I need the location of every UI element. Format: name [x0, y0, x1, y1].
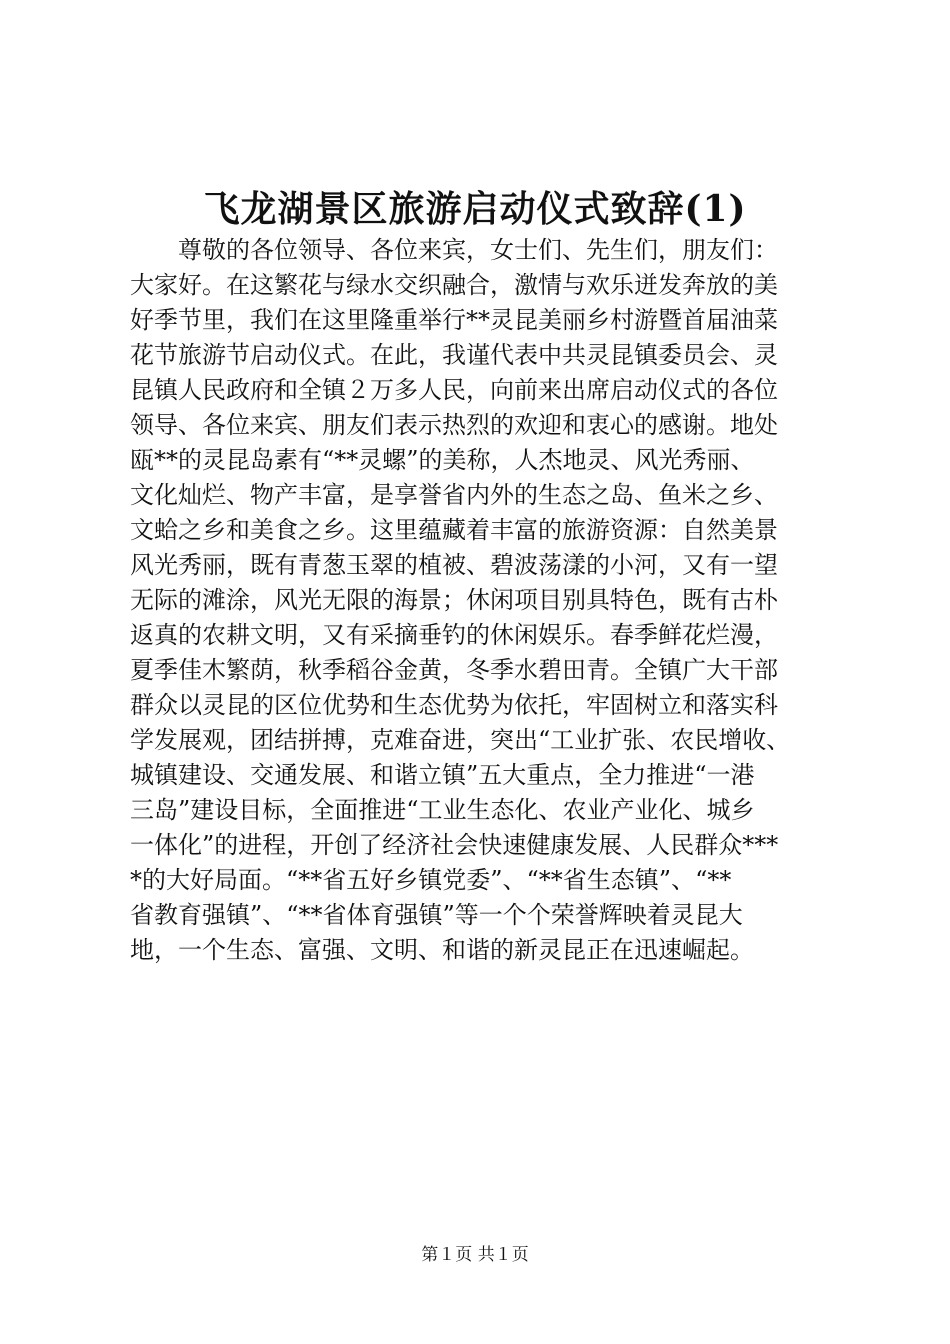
body-line: 一体化”的进程，开创了经济社会快速健康发展、人民群众*** [130, 831, 779, 859]
body-line: 大家好。在这繁花与绿水交织融合，激情与欢乐迸发奔放的美 [130, 271, 778, 299]
body-line: 群众以灵昆的区位优势和生态优势为依托，牢固树立和落实科 [130, 691, 778, 719]
body-line: 领导、各位来宾、朋友们表示热烈的欢迎和衷心的感谢。地处 [130, 411, 778, 439]
document-title: 飞龙湖景区旅游启动仪式致辞(1) [203, 188, 747, 230]
body-line: 昆镇人民政府和全镇２万多人民，向前来出席启动仪式的各位 [130, 376, 778, 404]
body-line: 学发展观，团结拼搏，克难奋进，突出“工业扩张、农民增收、 [130, 726, 791, 754]
body-line: 文化灿烂、物产丰富，是享誉省内外的生态之岛、鱼米之乡、 [130, 481, 778, 509]
body-line: 花节旅游节启动仪式。在此，我谨代表中共灵昆镇委员会、灵 [130, 341, 778, 369]
body-paragraph [130, 233, 830, 968]
body-line: 尊敬的各位领导、各位来宾，女士们、先生们，朋友们： [130, 236, 778, 264]
body-line: 风光秀丽，既有青葱玉翠的植被、碧波荡漾的小河，又有一望 [130, 551, 778, 579]
body-line: 省教育强镇”、“**省体育强镇”等一个个荣誉辉映着灵昆大 [130, 901, 743, 929]
body-line: 夏季佳木繁荫，秋季稻谷金黄，冬季水碧田青。全镇广大干部 [130, 656, 778, 684]
body-line: 返真的农耕文明，又有采摘垂钓的休闲娱乐。春季鲜花烂漫， [130, 621, 778, 649]
body-line: 文蛤之乡和美食之乡。这里蕴藏着丰富的旅游资源：自然美景 [130, 516, 778, 544]
body-line: 城镇建设、交通发展、和谐立镇”五大重点，全力推进“一港 [130, 761, 755, 789]
body-line: 无际的滩涂，风光无限的海景；休闲项目别具特色，既有古朴 [130, 586, 778, 614]
body-line: 瓯**的灵昆岛素有“**灵螺”的美称，人杰地灵、风光秀丽、 [130, 446, 755, 474]
body-line: 三岛”建设目标，全面推进“工业生态化、农业产业化、城乡 [130, 796, 755, 824]
body-line: 好季节里，我们在这里隆重举行**灵昆美丽乡村游暨首届油菜 [130, 306, 778, 334]
page-number-footer: 第１页 共１页 [421, 1245, 529, 1265]
body-line: *的大好局面。“**省五好乡镇党委”、“**省生态镇”、“** [130, 866, 732, 894]
body-line: 地，一个生态、富强、文明、和谐的新灵昆正在迅速崛起。 [130, 936, 754, 964]
